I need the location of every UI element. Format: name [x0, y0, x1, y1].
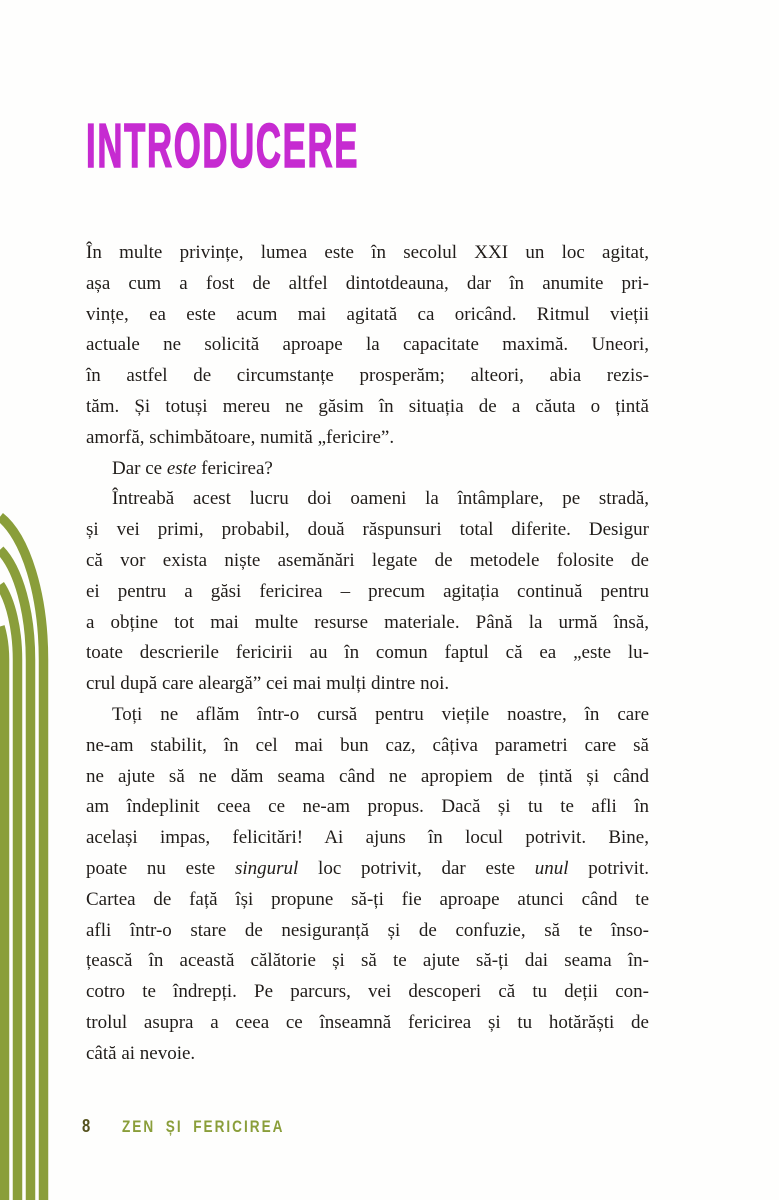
text-line — [86, 300, 649, 331]
paragraph — [86, 454, 649, 485]
text-line — [86, 792, 649, 823]
text-segment: loc potrivit, dar este — [298, 857, 535, 879]
text-segment: cotro te îndrepți. Pe parcurs, vei descoperi că tu deții con- — [86, 981, 649, 1003]
paragraph — [86, 238, 649, 454]
text-line — [86, 916, 649, 947]
text-line — [86, 762, 649, 793]
text-line — [86, 484, 649, 515]
text-line — [86, 854, 649, 885]
text-segment: că vor exista niște asemănări legate de metodele folosite de — [86, 549, 649, 571]
text-segment: afli într-o stare de nesiguranță și de confuzie, să te înso- — [86, 919, 649, 941]
text-line — [86, 454, 649, 485]
text-segment: Toți ne aflăm într-o cursă pentru viețile noastre, în care — [112, 703, 649, 725]
paragraph — [86, 700, 649, 1070]
text-segment: vințe, ea este acum mai agitată ca oricând. Ritmul vieții — [86, 303, 649, 325]
text-line — [86, 731, 649, 762]
italic-text: unul — [534, 857, 569, 879]
text-segment: Cartea de față își propune să-ți fie aproape atunci când te — [86, 888, 649, 910]
text-line — [86, 638, 649, 669]
text-segment: a obține tot mai multe resurse materiale. Până la urmă însă, — [86, 611, 649, 633]
text-line — [86, 361, 649, 392]
text-segment: crul după care aleargă” cei mai mulți dintre noi. — [86, 673, 450, 695]
text-line — [86, 577, 649, 608]
text-segment: ne ajute să ne dăm seama când ne apropiem de țintă și când — [86, 765, 649, 787]
text-segment: În multe privințe, lumea este în secolul XXI un loc agitat, — [86, 242, 649, 263]
text-segment: și vei primi, probabil, două răspunsuri total diferite. Desigur — [86, 519, 649, 541]
paragraph — [86, 484, 649, 700]
text-line — [86, 392, 649, 423]
text-segment: Întreabă acest lucru doi oameni la întâmplare, pe stradă, — [112, 488, 649, 510]
text-segment: câtă ai nevoie. — [86, 1042, 196, 1064]
text-line — [86, 546, 649, 577]
text-line — [86, 515, 649, 546]
text-segment: am îndeplinit ceea ce ne-am propus. Dacă și tu te afli în — [86, 796, 649, 818]
text-segment: tăm. Și totuși mereu ne găsim în situația de a căuta o țintă — [86, 395, 649, 417]
italic-text: este — [166, 457, 197, 479]
text-segment: ne-am stabilit, în cel mai bun caz, câțiva parametri care să — [86, 734, 649, 756]
text-segment: același impas, felicitări! Ai ajuns în locul potrivit. Bine, — [86, 827, 649, 849]
text-line — [86, 669, 649, 700]
text-segment: actuale ne solicită aproape la capacitate maximă. Uneori, — [86, 334, 649, 356]
text-line — [86, 946, 649, 977]
text-line — [86, 269, 649, 300]
text-segment: așa cum a fost de altfel dintotdeauna, dar în anumite pri- — [86, 272, 649, 294]
text-line — [86, 823, 649, 854]
text-line — [86, 423, 649, 454]
text-segment: în astfel de circumstanțe prosperăm; alteori, abia rezis- — [86, 365, 649, 387]
text-line — [86, 238, 649, 269]
text-segment: fericirea? — [196, 457, 273, 479]
text-segment: amorfă, schimbătoare, numită „fericire”. — [86, 426, 395, 448]
text-segment: potrivit. — [568, 857, 649, 879]
left-arch-stripes-decoration — [0, 0, 70, 1200]
text-line — [86, 330, 649, 361]
page-number: 8 — [82, 1116, 91, 1136]
text-segment: Dar ce — [112, 457, 167, 479]
body-text — [86, 238, 649, 1070]
text-segment: ei pentru a găsi fericirea – precum agitația continuă pentru — [86, 580, 649, 602]
text-line — [86, 977, 649, 1008]
text-segment: toate descrierile fericirii au în comun faptul că ea „este lu- — [86, 642, 649, 664]
text-line — [86, 608, 649, 639]
text-line — [86, 1039, 649, 1070]
page-footer — [82, 1116, 325, 1137]
text-line — [86, 700, 649, 731]
text-segment: poate nu este — [86, 857, 235, 879]
text-segment: țească în această călătorie și să te ajute să-ți dai seama în- — [86, 950, 649, 972]
text-segment: trolul asupra a ceea ce înseamnă fericirea și tu hotărăști de — [86, 1011, 649, 1033]
running-title: ZEN ȘI FERICIREA — [122, 1117, 285, 1136]
chapter-title: INTRODUCERE — [86, 112, 360, 181]
text-line — [86, 1008, 649, 1039]
text-line — [86, 885, 649, 916]
italic-text: singurul — [234, 857, 299, 879]
